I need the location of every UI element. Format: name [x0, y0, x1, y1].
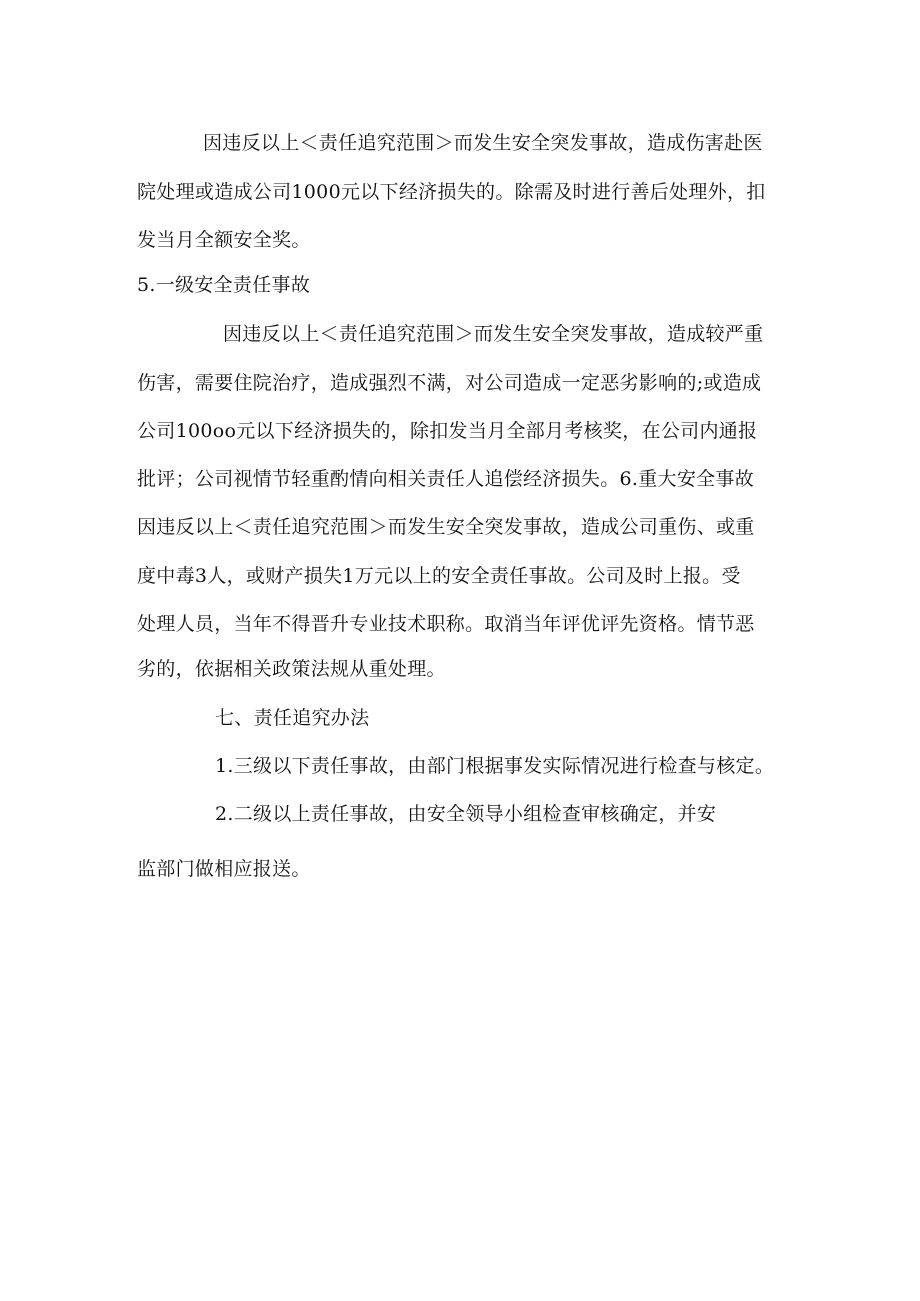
paragraph-line: 监部门做相应报送。 — [137, 858, 311, 880]
paragraph-line: 度中毒3人，或财产损失1万元以上的安全责任事故。公司及时上报。受 — [137, 565, 741, 587]
paragraph-line: 处理人员，当年不得晋升专业技术职称。取消当年评优评先资格。情节恶 — [137, 613, 755, 635]
paragraph-line: 伤害，需要住院治疗，造成强烈不满，对公司造成一定恶劣影响的;或造成 — [137, 372, 762, 394]
paragraph-line: 因违反以上＜责任追究范围＞而发生安全突发事故，造成公司重伤、或重 — [137, 516, 755, 538]
list-item: 1.三级以下责任事故，由部门根据事发实际情况进行检查与核定。 — [215, 755, 775, 777]
paragraph-line: 院处理或造成公司1000元以下经济损失的。除需及时进行善后处理外，扣 — [137, 181, 766, 203]
paragraph-line: 因违反以上＜责任追究范围＞而发生安全突发事故，造成伤害赴医 — [203, 132, 763, 154]
paragraph-line: 因违反以上＜责任追究范围＞而发生安全突发事故，造成较严重 — [223, 323, 764, 345]
paragraph-line: 劣的，依据相关政策法规从重处理。 — [137, 658, 446, 680]
paragraph-line: 公司100oo元以下经济损失的，除扣发当月全部月考核奖，在公司内通报 — [137, 420, 758, 442]
section-heading: 七、责任追究办法 — [215, 707, 370, 729]
paragraph-line: 发当月全额安全奖。 — [137, 229, 311, 251]
section-heading: 5.一级安全责任事故 — [137, 274, 311, 296]
list-item: 2.二级以上责任事故，由安全领导小组检查审核确定，并安 — [215, 803, 717, 825]
paragraph-line: 批评；公司视情节轻重酌情向相关责任人追偿经济损失。6.重大安全事故 — [137, 468, 755, 490]
